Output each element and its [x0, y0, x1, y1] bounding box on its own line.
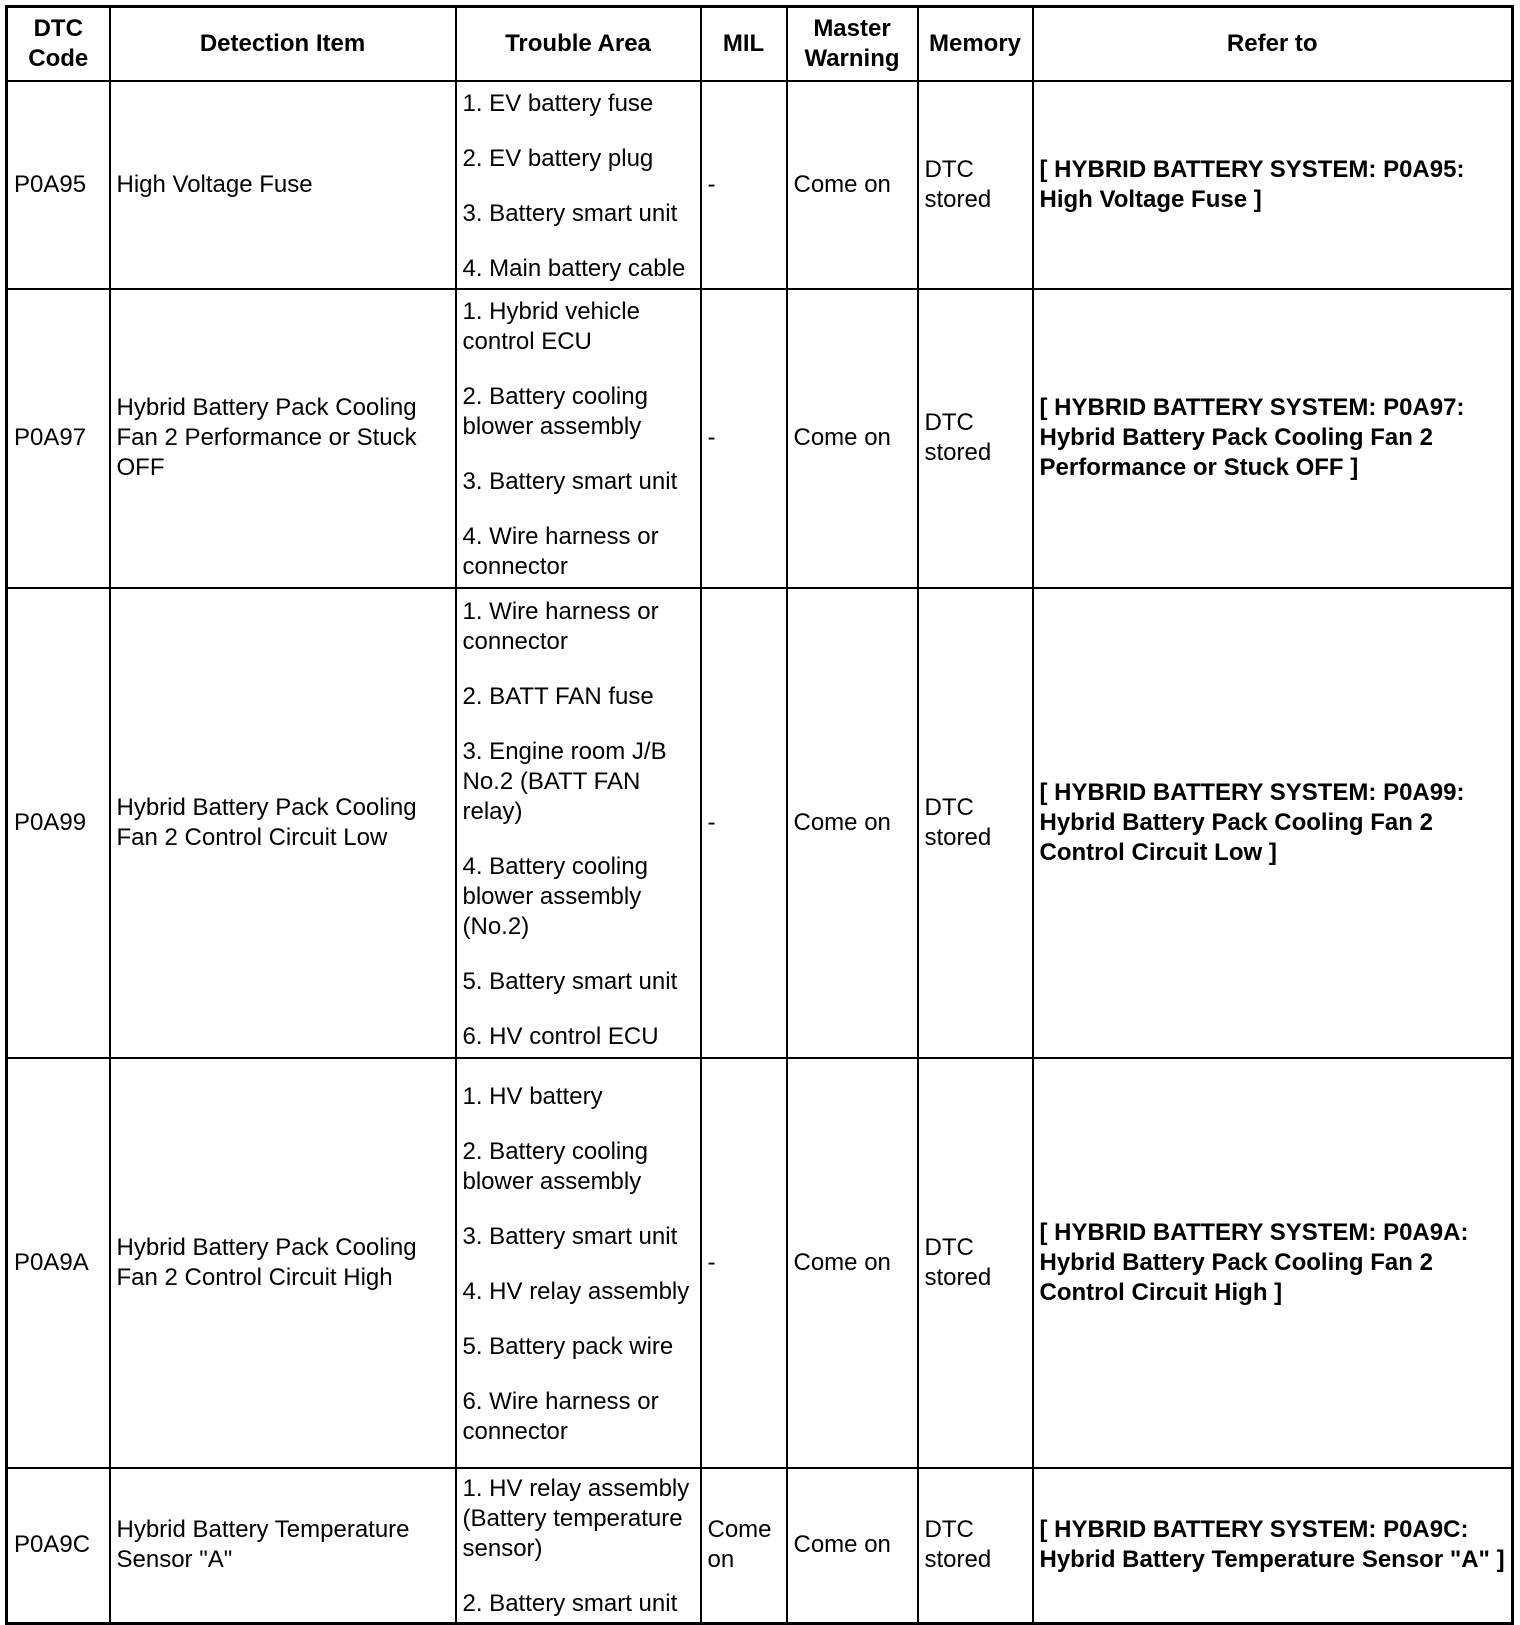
trouble-area-item: 3. Battery smart unit — [462, 468, 678, 495]
header-detection-item: Detection Item — [110, 7, 456, 81]
trouble-area-cell — [456, 1058, 701, 1468]
header-dtc-code: DTC Code — [7, 7, 110, 81]
detection-item-cell: Hybrid Battery Temperature Sensor "A" — [110, 1468, 456, 1624]
trouble-area-item: 1. Wire harness or connector — [462, 597, 659, 655]
dtc-code-cell: P0A97 — [7, 289, 110, 588]
refer-to-cell: [ HYBRID BATTERY SYSTEM: P0A97: Hybrid Battery Pack Cooling Fan 2 Performance or Stuck OFF ] — [1033, 289, 1513, 588]
master-warning-cell: Come on — [787, 1468, 918, 1624]
header-master-warning: Master Warning — [787, 7, 918, 81]
mil-cell: Come on — [701, 1468, 787, 1624]
mil-cell: - — [701, 81, 787, 289]
trouble-area-cell — [456, 588, 701, 1058]
dtc-code-cell: P0A99 — [7, 588, 110, 1058]
trouble-area-item: 6. Wire harness or connector — [462, 1387, 659, 1445]
detection-item-cell: Hybrid Battery Pack Cooling Fan 2 Performance or Stuck OFF — [110, 289, 456, 588]
dtc-code-cell: P0A95 — [7, 81, 110, 289]
header-row — [7, 7, 1513, 81]
master-warning-cell: Come on — [787, 588, 918, 1058]
master-warning-cell: Come on — [787, 289, 918, 588]
trouble-area-item: 4. Battery cooling blower assembly (No.2) — [462, 852, 648, 940]
trouble-area-cell — [456, 81, 701, 289]
trouble-area-item: 5. Battery smart unit — [462, 967, 678, 995]
trouble-area-item: 4. Wire harness or connector — [462, 523, 659, 580]
memory-cell: DTC stored — [918, 81, 1033, 289]
trouble-area-item: 2. Battery cooling blower assembly — [462, 383, 648, 440]
refer-to-cell: [ HYBRID BATTERY SYSTEM: P0A9C: Hybrid Battery Temperature Sensor "A" ] — [1033, 1468, 1513, 1624]
table-row — [7, 1058, 1513, 1468]
trouble-area-item: 3. Battery smart unit — [462, 199, 678, 227]
refer-to-cell: [ HYBRID BATTERY SYSTEM: P0A99: Hybrid Battery Pack Cooling Fan 2 Control Circuit Low ] — [1033, 588, 1513, 1058]
trouble-area-cell — [456, 1468, 701, 1624]
header-trouble-area: Trouble Area — [456, 7, 701, 81]
table-row — [7, 1468, 1513, 1624]
trouble-area-item: 3. Battery smart unit — [462, 1222, 678, 1250]
header-refer-to: Refer to — [1033, 7, 1513, 81]
memory-cell: DTC stored — [918, 1468, 1033, 1624]
trouble-area-item: 6. HV control ECU — [462, 1022, 659, 1050]
trouble-area-item: 2. EV battery plug — [462, 144, 654, 172]
detection-item-cell: Hybrid Battery Pack Cooling Fan 2 Control Circuit Low — [110, 588, 456, 1058]
trouble-area-item: 5. Battery pack wire — [462, 1332, 674, 1360]
trouble-area-item: 1. EV battery fuse — [462, 89, 654, 117]
header-memory: Memory — [918, 7, 1033, 81]
dtc-code-cell: P0A9C — [7, 1468, 110, 1624]
master-warning-cell: Come on — [787, 1058, 918, 1468]
trouble-area-item: 1. HV relay assembly (Battery temperature sensor) — [462, 1475, 690, 1563]
refer-to-cell: [ HYBRID BATTERY SYSTEM: P0A95: High Voltage Fuse ] — [1033, 81, 1513, 289]
table-row — [7, 289, 1513, 588]
master-warning-cell: Come on — [787, 81, 918, 289]
mil-cell: - — [701, 1058, 787, 1468]
dtc-code-cell: P0A9A — [7, 1058, 110, 1468]
mil-cell: - — [701, 289, 787, 588]
trouble-area-cell — [456, 289, 701, 588]
trouble-area-item: 4. HV relay assembly — [462, 1277, 690, 1305]
detection-item-cell: High Voltage Fuse — [110, 81, 456, 289]
trouble-area-item: 1. Hybrid vehicle control ECU — [462, 298, 640, 355]
refer-to-cell: [ HYBRID BATTERY SYSTEM: P0A9A: Hybrid Battery Pack Cooling Fan 2 Control Circuit High ] — [1033, 1058, 1513, 1468]
memory-cell: DTC stored — [918, 1058, 1033, 1468]
trouble-area-item: 3. Engine room J/B No.2 (BATT FAN relay) — [462, 737, 667, 825]
header-mil: MIL — [701, 7, 787, 81]
table-row — [7, 588, 1513, 1058]
memory-cell: DTC stored — [918, 588, 1033, 1058]
memory-cell: DTC stored — [918, 289, 1033, 588]
trouble-area-item: 2. BATT FAN fuse — [462, 682, 654, 710]
trouble-area-item: 2. Battery cooling blower assembly — [462, 1137, 648, 1195]
table-row — [7, 81, 1513, 289]
trouble-area-item: 2. Battery smart unit — [462, 1590, 678, 1618]
detection-item-cell: Hybrid Battery Pack Cooling Fan 2 Control Circuit High — [110, 1058, 456, 1468]
mil-cell: - — [701, 588, 787, 1058]
dtc-table — [5, 5, 1514, 1625]
trouble-area-item: 4. Main battery cable — [462, 254, 686, 282]
trouble-area-item: 1. HV battery — [462, 1082, 603, 1110]
